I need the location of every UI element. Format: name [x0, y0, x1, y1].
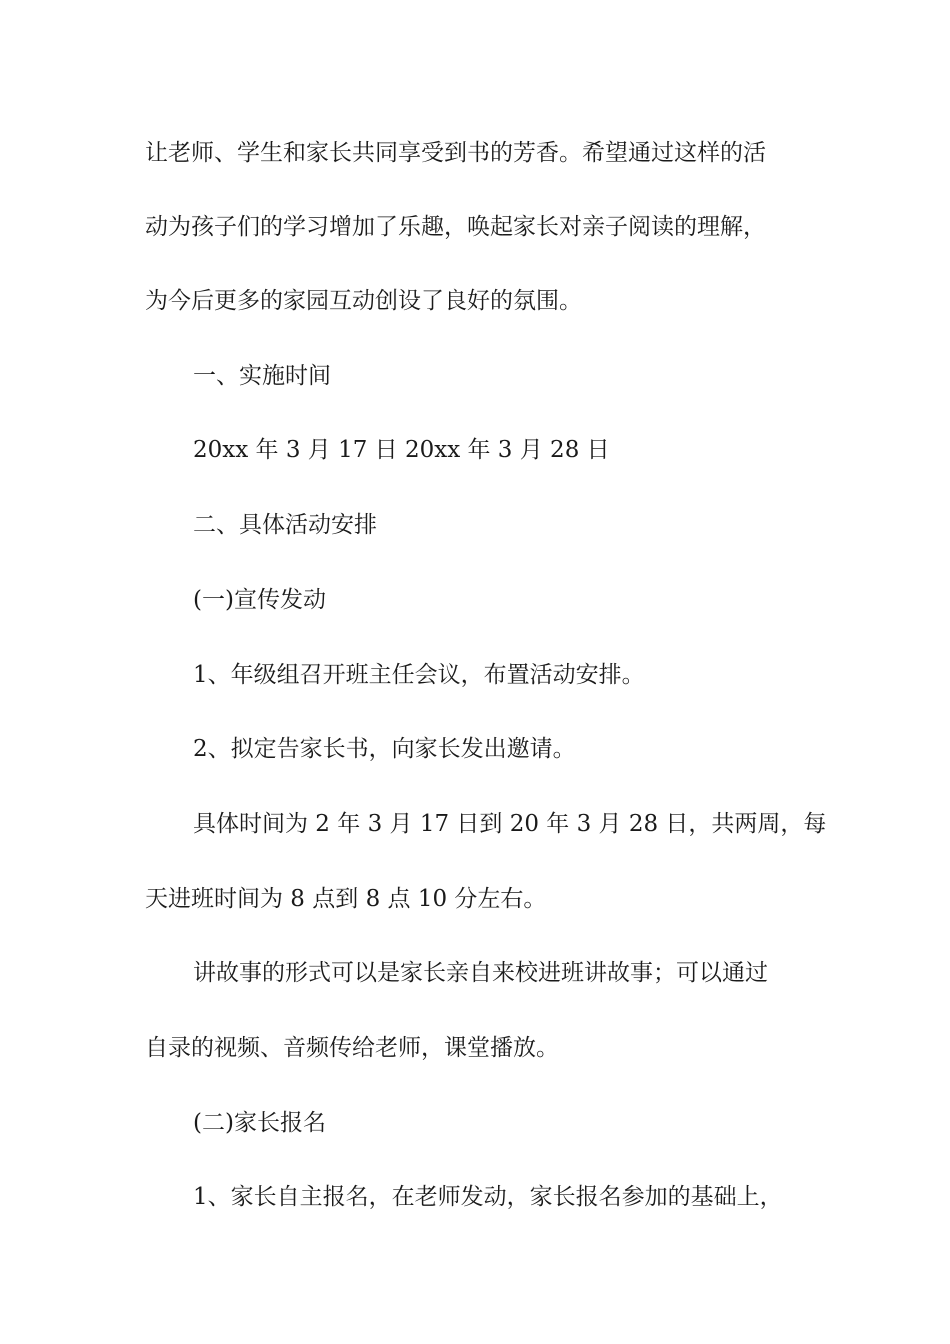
paragraph-line: 讲故事的形式可以是家长亲自来校进班讲故事；可以通过	[193, 960, 768, 986]
subsection-heading: (一)宣传发动	[193, 587, 326, 613]
paragraph-line: 让老师、学生和家长共同享受到书的芳香。希望通过这样的活	[145, 140, 766, 166]
list-item: 2、拟定告家长书，向家长发出邀请。	[193, 736, 576, 762]
paragraph-line: 天进班时间为 8 点到 8 点 10 分左右。	[145, 886, 547, 912]
list-item: 1、年级组召开班主任会议，布置活动安排。	[193, 662, 645, 688]
paragraph-line: 为今后更多的家园互动创设了良好的氛围。	[145, 288, 582, 314]
section-heading: 二、具体活动安排	[193, 512, 377, 538]
list-item: 1、家长自主报名，在老师发动，家长报名参加的基础上，	[193, 1184, 783, 1210]
subsection-heading: (二)家长报名	[193, 1110, 326, 1136]
date-range-line: 20xx 年 3 月 17 日 20xx 年 3 月 28 日	[193, 437, 610, 463]
paragraph-line: 自录的视频、音频传给老师，课堂播放。	[145, 1035, 559, 1061]
section-heading: 一、实施时间	[193, 363, 331, 389]
paragraph-line: 具体时间为 2 年 3 月 17 日到 20 年 3 月 28 日，共两周，每	[193, 811, 827, 837]
paragraph-line: 动为孩子们的学习增加了乐趣，唤起家长对亲子阅读的理解，	[145, 214, 766, 240]
